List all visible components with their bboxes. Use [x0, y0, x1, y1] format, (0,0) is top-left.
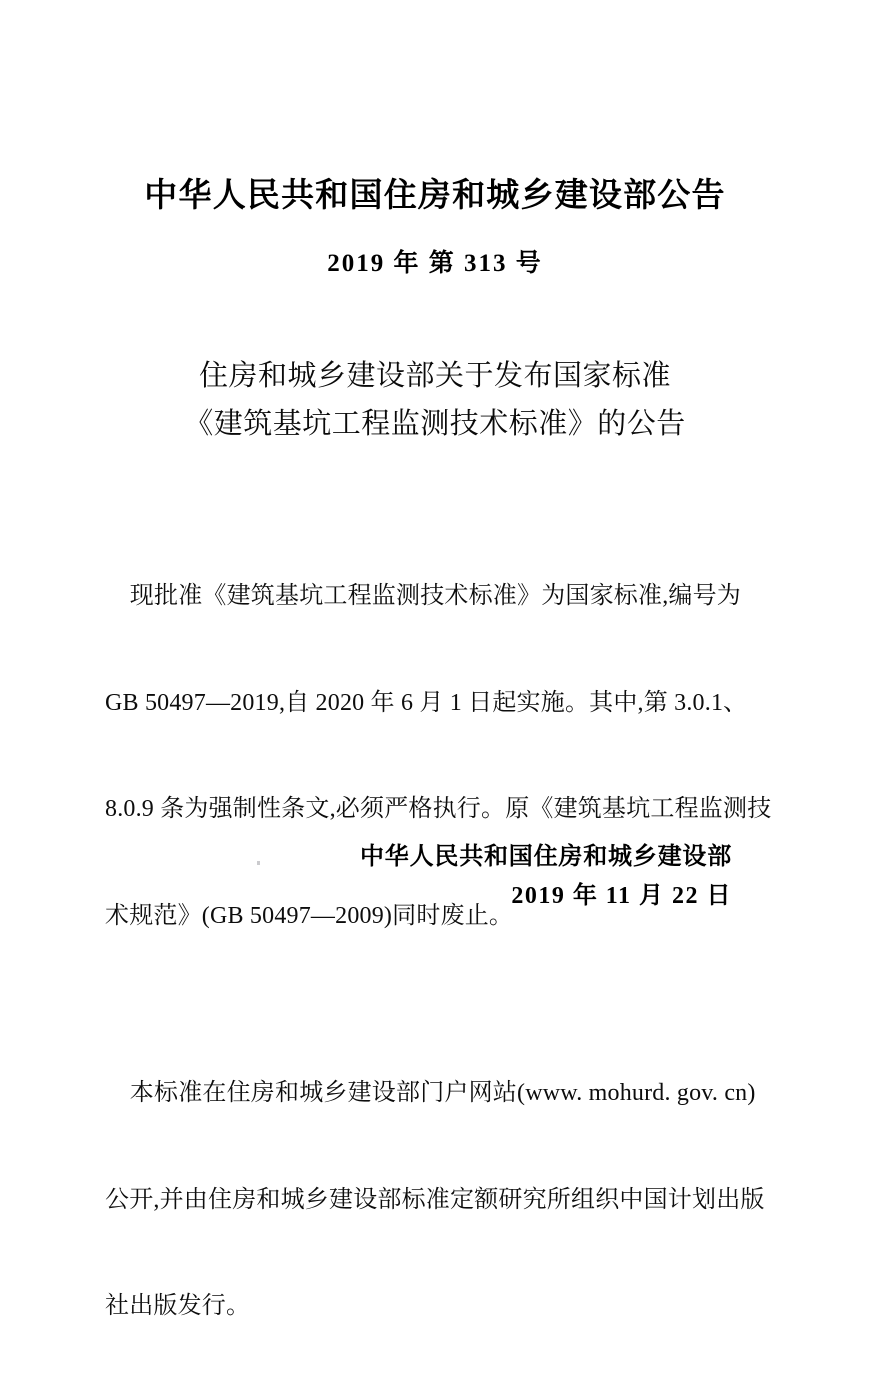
paragraph-1-line-2: GB 50497—2019,自 2020 年 6 月 1 日起实施。其中,第 3.0.1、: [105, 689, 748, 716]
page-title: 中华人民共和国住房和城乡建设部公告: [144, 176, 726, 214]
paragraph-2-line-3: 社出版发行。: [105, 1293, 251, 1319]
paragraph-1-line-1: 现批准《建筑基坑工程监测技术标准》为国家标准,编号为: [105, 583, 741, 609]
body-paragraph-2: [105, 1005, 771, 1396]
subtitle-line-1: 住房和城乡建设部关于发布国家标准: [198, 360, 671, 392]
subtitle-line-2: 《建筑基坑工程监测技术标准》的公告: [184, 408, 686, 440]
document-number: 2019 年 第 313 号: [327, 250, 543, 277]
signature-block: [360, 840, 732, 912]
document-subtitle: [0, 352, 870, 448]
body-paragraph-1: [105, 508, 771, 1005]
paragraph-2-line-1: 本标准在住房和城乡建设部门户网站(www. mohurd. gov. cn): [105, 1080, 756, 1106]
paragraph-2-line-2: 公开,并由住房和城乡建设部标准定额研究所组织中国计划出版: [105, 1186, 765, 1213]
signature-organization: 中华人民共和国住房和城乡建设部: [360, 843, 732, 870]
paragraph-1-line-3: 8.0.9 条为强制性条文,必须严格执行。原《建筑基坑工程监测技: [105, 796, 772, 822]
signature-date: 2019 年 11 月 22 日: [511, 883, 732, 909]
scan-artifact-speck: [257, 861, 260, 865]
document-body: [105, 508, 771, 1396]
paragraph-1-line-4: 术规范》(GB 50497—2009)同时废止。: [105, 902, 514, 929]
